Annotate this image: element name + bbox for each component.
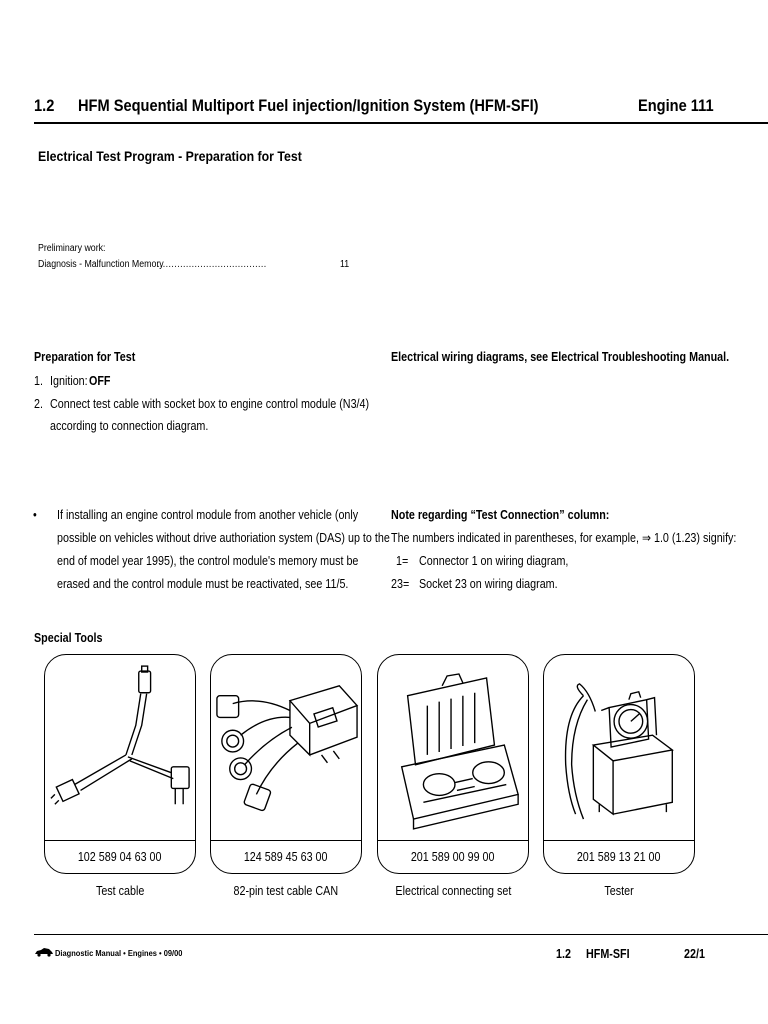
part-number: 102 589 04 63 00: [45, 840, 195, 873]
note-heading: Note regarding “Test Connection” column:: [391, 508, 610, 522]
note-key: 1=: [396, 554, 409, 568]
preliminary-item: Diagnosis - Malfunction Memory: [38, 259, 164, 270]
prep-step-2-line-2: according to connection diagram.: [50, 419, 209, 433]
part-number: 201 589 13 21 00: [544, 840, 694, 873]
footer-brand: Diagnostic Manual • Engines • 09/00: [55, 948, 183, 958]
wiring-note: Electrical wiring diagrams, see Electrical Troubleshooting Manual.: [391, 350, 730, 364]
tool-card: [210, 654, 362, 874]
prep-step-1-text: Ignition:: [50, 374, 88, 388]
note-item-text: Connector 1 on wiring diagram,: [419, 554, 569, 568]
engine-label: Engine 111: [638, 96, 714, 115]
prep-step-2-num: 2.: [34, 397, 43, 411]
bullet-line: erased and the control module must be reactivated, see 11/5.: [57, 577, 349, 591]
preliminary-dots: ......................................: [157, 259, 267, 270]
special-tools-heading: Special Tools: [34, 631, 103, 645]
note-line: The numbers indicated in parentheses, for example, ⇒ 1.0 (1.23) signify:: [391, 531, 737, 545]
tool-name: 82-pin test cable CAN: [233, 884, 339, 898]
footer-page: 22/1: [684, 947, 705, 961]
prep-step-2-line-1: Connect test cable with socket box to engine control module (N3/4): [50, 397, 370, 411]
pin-test-cable-icon: [211, 655, 361, 843]
tool-name: Tester: [604, 884, 634, 898]
prep-step-1-value: OFF: [89, 374, 111, 388]
tool-name: Test cable: [95, 884, 145, 898]
part-number: 201 589 00 99 00: [378, 840, 528, 873]
tool-card: [543, 654, 695, 874]
bullet-line: If installing an engine control module from another vehicle (only: [57, 508, 359, 522]
note-key: 23=: [391, 577, 410, 591]
car-logo-icon: [34, 947, 54, 957]
page-subtitle: Electrical Test Program - Preparation for Test: [38, 148, 302, 164]
bullet-line: end of model year 1995), the control module's memory must be: [57, 554, 359, 568]
preliminary-ref: 11: [340, 259, 350, 270]
y-test-cable-icon: [45, 655, 195, 843]
prep-heading: Preparation for Test: [34, 350, 136, 364]
footer-section: 1.2: [556, 947, 571, 961]
part-number: 124 589 45 63 00: [211, 840, 361, 873]
tester-gauge-icon: [544, 655, 694, 843]
section-number: 1.2: [34, 96, 55, 115]
tool-card: [44, 654, 196, 874]
connecting-set-case-icon: [378, 655, 528, 843]
prep-step-1-num: 1.: [34, 374, 43, 388]
page-header: [34, 96, 768, 124]
note-item-text: Socket 23 on wiring diagram.: [419, 577, 558, 591]
preliminary-label: Preliminary work:: [38, 243, 106, 254]
bullet-symbol: •: [33, 508, 37, 522]
footer-system: HFM-SFI: [586, 947, 630, 961]
tool-name: Electrical connecting set: [395, 884, 511, 898]
footer-rule: [34, 934, 768, 935]
bullet-line: possible on vehicles without drive authoriation system (DAS) up to the: [57, 531, 390, 545]
tool-card: [377, 654, 529, 874]
section-title: HFM Sequential Multiport Fuel injection/Ignition System (HFM-SFI): [78, 96, 539, 115]
